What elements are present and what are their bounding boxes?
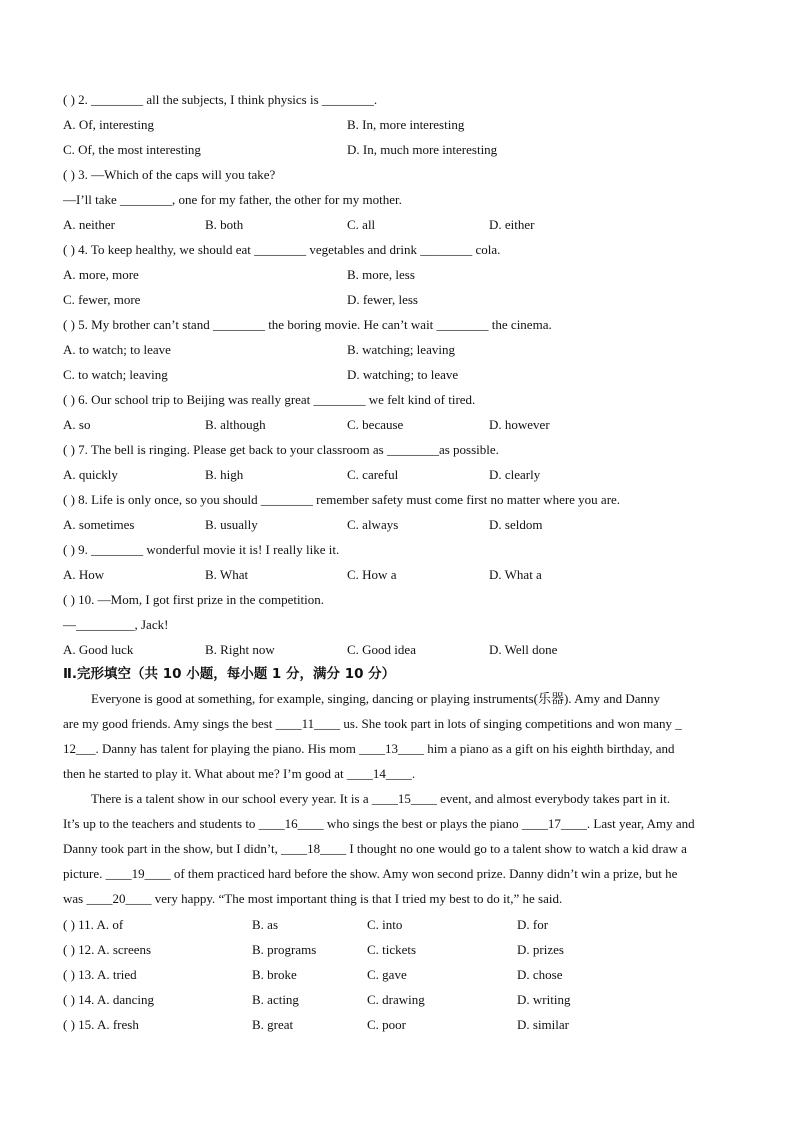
option: C. poor	[367, 1017, 406, 1032]
option: C. all	[347, 217, 376, 232]
options-row	[63, 465, 734, 485]
option: D. for	[517, 917, 549, 932]
question-stem: ( ) 7. The bell is ringing. Please get back to your classroom as ________as possible.	[63, 442, 499, 457]
option: D. In, much more interesting	[347, 142, 498, 157]
option: D. clearly	[489, 467, 541, 482]
option: B. great	[252, 1017, 294, 1032]
option: D. however	[489, 417, 550, 432]
option: B. high	[205, 467, 244, 482]
options-row	[63, 215, 734, 235]
question-stem-continued: —_________, Jack!	[63, 617, 169, 632]
options-row	[63, 265, 734, 285]
option: B. programs	[252, 942, 317, 957]
option: A. How	[63, 567, 105, 582]
option: A. to watch; to leave	[63, 342, 171, 357]
option: D. similar	[517, 1017, 569, 1032]
option: C. always	[347, 517, 399, 532]
question-stem: ( ) 10. —Mom, I got first prize in the competition.	[63, 592, 325, 607]
question-stem: ( ) 13. A. tried	[63, 967, 137, 982]
option: B. Right now	[205, 642, 275, 657]
options-row	[63, 140, 734, 160]
option: D. prizes	[517, 942, 564, 957]
paragraph-line: Danny took part in the show, but I didn’t, ____18____ I thought no one would go to a talent show to watch a kid draw a	[63, 841, 687, 856]
option: D. What a	[489, 567, 542, 582]
option: C. gave	[367, 967, 407, 982]
paragraph-line: picture. ____19____ of them practiced hard before the show. Amy won second prize. Danny didn’t win a prize, but he	[63, 866, 678, 881]
option: C. careful	[347, 467, 399, 482]
cloze-question-row	[63, 940, 734, 960]
option: D. watching; to leave	[347, 367, 459, 382]
cloze-question-row	[63, 1015, 734, 1035]
options-row	[63, 415, 734, 435]
options-row	[63, 340, 734, 360]
option: A. sometimes	[63, 517, 135, 532]
question-stem: ( ) 6. Our school trip to Beijing was really great ________ we felt kind of tired.	[63, 392, 476, 407]
cloze-paragraph	[63, 686, 733, 786]
question-stem: ( ) 12. A. screens	[63, 942, 152, 957]
option: B. both	[205, 217, 244, 232]
cloze-question-row	[63, 990, 734, 1010]
question-stem: ( ) 8. Life is only once, so you should ________ remember safety must come first no matter where you are.	[63, 492, 621, 507]
option: B. acting	[252, 992, 299, 1007]
question-stem: ( ) 4. To keep healthy, we should eat ________ vegetables and drink ________ cola.	[63, 242, 501, 257]
option: A. so	[63, 417, 91, 432]
option: A. more, more	[63, 267, 139, 282]
option: C. drawing	[367, 992, 425, 1007]
option: A. Good luck	[63, 642, 134, 657]
paragraph-line: It’s up to the teachers and students to ____16____ who sings the best or plays the piano ____17____. Last year, Amy and	[63, 816, 695, 831]
cloze-question-row	[63, 915, 734, 935]
option: D. seldom	[489, 517, 543, 532]
option: B. although	[205, 417, 266, 432]
paragraph-line: was ____20____ very happy. “The most important thing is that I tried my best to do it,” he said.	[63, 891, 563, 906]
question-stem-continued: —I’ll take ________, one for my father, the other for my mother.	[63, 192, 402, 207]
question-stem: ( ) 5. My brother can’t stand ________ the boring movie. He can’t wait ________ the cinema.	[63, 317, 552, 332]
option: D. writing	[517, 992, 571, 1007]
option: B. usually	[205, 517, 258, 532]
option: C. because	[347, 417, 404, 432]
option: A. neither	[63, 217, 115, 232]
paragraph-line: are my good friends. Amy sings the best ____11____ us. She took part in lots of singing competitions and won many _	[63, 716, 682, 731]
question-stem: ( ) 11. A. of	[63, 917, 124, 932]
options-row	[63, 565, 734, 585]
question-stem: ( ) 15. A. fresh	[63, 1017, 139, 1032]
option: C. tickets	[367, 942, 417, 957]
option: B. as	[252, 917, 278, 932]
option: D. either	[489, 217, 535, 232]
paragraph-line: then he started to play it. What about me? I’m good at ____14____.	[63, 766, 416, 781]
question-stem: ( ) 3. —Which of the caps will you take?	[63, 167, 276, 182]
options-row	[63, 640, 734, 660]
option: C. fewer, more	[63, 292, 141, 307]
cloze-question-row	[63, 965, 734, 985]
option: B. watching; leaving	[347, 342, 455, 357]
option: B. more, less	[347, 267, 415, 282]
option: D. fewer, less	[347, 292, 418, 307]
cloze-paragraph	[63, 786, 733, 911]
option: B. In, more interesting	[347, 117, 465, 132]
option: B. What	[205, 567, 249, 582]
option: B. broke	[252, 967, 297, 982]
question-stem: ( ) 14. A. dancing	[63, 992, 154, 1007]
question-stem: ( ) 2. ________ all the subjects, I think physics is ________.	[63, 92, 378, 107]
options-row	[63, 365, 734, 385]
question-stem: ( ) 9. ________ wonderful movie it is! I really like it.	[63, 542, 340, 557]
option: D. Well done	[489, 642, 558, 657]
option: C. Of, the most interesting	[63, 142, 201, 157]
paragraph-line: Everyone is good at something, for example, singing, dancing or playing instruments(乐器). Amy and Danny	[91, 691, 661, 706]
options-row	[63, 515, 734, 535]
paragraph-line: 12___. Danny has talent for playing the piano. His mom ____13____ him a piano as a gift on his eighth birthday, and	[63, 741, 675, 756]
option: A. Of, interesting	[63, 117, 154, 132]
options-row	[63, 290, 734, 310]
paragraph-line: There is a talent show in our school every year. It is a ____15____ event, and almost everybody takes part in it.	[91, 791, 671, 806]
options-row	[63, 115, 734, 135]
option: C. Good idea	[347, 642, 416, 657]
option: D. chose	[517, 967, 563, 982]
option: C. to watch; leaving	[63, 367, 168, 382]
section-heading: Ⅱ.完形填空（共 10 小题，每小题 1 分，满分 10 分）	[63, 666, 396, 682]
option: A. quickly	[63, 467, 118, 482]
option: C. into	[367, 917, 403, 932]
option: C. How a	[347, 567, 397, 582]
